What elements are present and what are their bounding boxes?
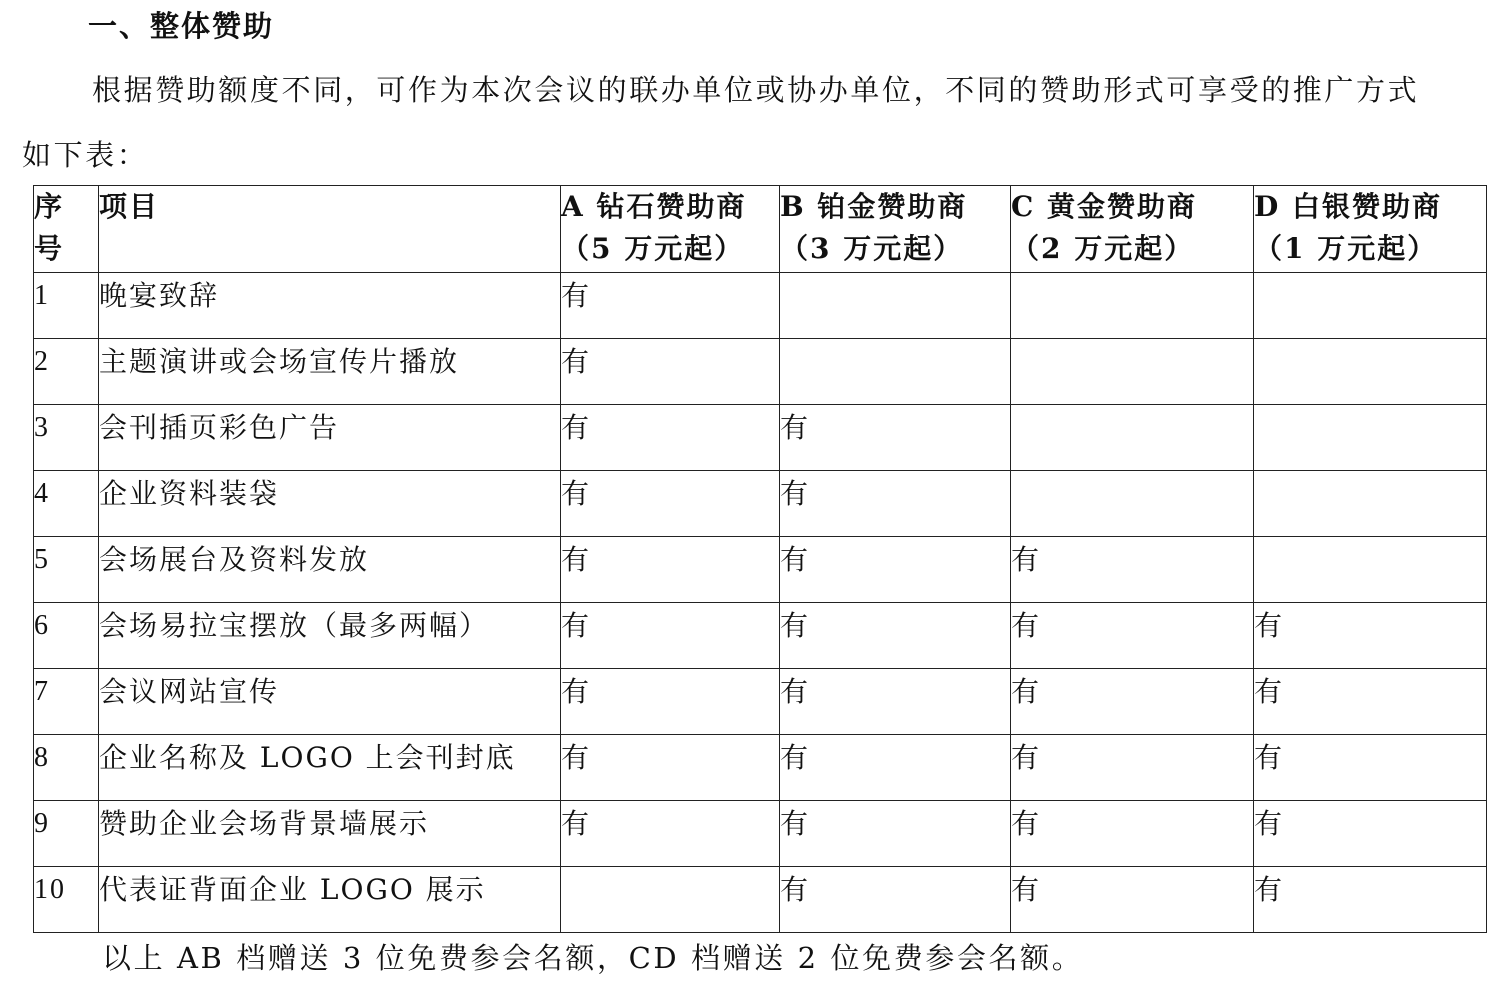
cell-tier-c: 有 [1011,669,1254,735]
row-item: 企业名称及 LOGO 上会刊封底 [99,735,561,801]
cell-tier-d: 有 [1254,669,1487,735]
header-tier-b [780,186,1011,273]
cell-tier-a: 有 [561,669,780,735]
cell-tier-c: 有 [1011,537,1254,603]
footnote: 以上 AB 档赠送 3 位免费参会名额，CD 档赠送 2 位免费参会名额。 [102,941,1084,975]
cell-tier-b [780,273,1011,339]
table-row [34,471,1487,537]
row-item: 会刊插页彩色广告 [99,405,561,471]
row-index: 1 [34,273,99,339]
cell-tier-d [1254,471,1487,537]
row-item: 会场展台及资料发放 [99,537,561,603]
table-header-row [34,186,1487,273]
table-row [34,801,1487,867]
row-index: 10 [34,867,99,933]
table-row [34,339,1487,405]
row-item: 代表证背面企业 LOGO 展示 [99,867,561,933]
cell-tier-a: 有 [561,405,780,471]
cell-tier-c: 有 [1011,735,1254,801]
cell-tier-d: 有 [1254,867,1487,933]
row-item: 会议网站宣传 [99,669,561,735]
row-item: 晚宴致辞 [99,273,561,339]
row-index: 5 [34,537,99,603]
header-index [34,186,99,273]
cell-tier-d [1254,273,1487,339]
table-row [34,405,1487,471]
cell-tier-a: 有 [561,471,780,537]
table-row [34,867,1487,933]
tier-d-amount: （1 万元起） [1254,232,1438,265]
cell-tier-b [780,339,1011,405]
cell-tier-c [1011,339,1254,405]
header-tier-d [1254,186,1487,273]
cell-tier-a: 有 [561,735,780,801]
cell-tier-c [1011,471,1254,537]
tier-c-amount: （2 万元起） [1011,232,1195,265]
tier-a-name: A 钻石赞助商 [561,190,747,223]
row-item: 会场易拉宝摆放（最多两幅） [99,603,561,669]
cell-tier-a: 有 [561,801,780,867]
cell-tier-b: 有 [780,405,1011,471]
row-index: 8 [34,735,99,801]
row-index: 4 [34,471,99,537]
tier-b-name: B 铂金赞助商 [780,190,968,223]
cell-tier-c: 有 [1011,603,1254,669]
cell-tier-c [1011,405,1254,471]
cell-tier-d [1254,537,1487,603]
cell-tier-b: 有 [780,735,1011,801]
cell-tier-a: 有 [561,603,780,669]
table-row [34,537,1487,603]
cell-tier-a [561,867,780,933]
intro-paragraph-line1: 根据赞助额度不同，可作为本次会议的联办单位或协办单位，不同的赞助形式可享受的推广方式 [92,73,1420,107]
row-index: 2 [34,339,99,405]
cell-tier-a: 有 [561,537,780,603]
row-index: 9 [34,801,99,867]
cell-tier-d [1254,405,1487,471]
cell-tier-b: 有 [780,537,1011,603]
header-index-line2: 号 [34,232,65,265]
cell-tier-d: 有 [1254,801,1487,867]
row-index: 7 [34,669,99,735]
row-item: 赞助企业会场背景墙展示 [99,801,561,867]
cell-tier-b: 有 [780,603,1011,669]
section-heading: 一、整体赞助 [88,9,275,43]
sponsorship-table [33,185,1487,933]
cell-tier-a: 有 [561,339,780,405]
tier-b-amount: （3 万元起） [780,232,964,265]
header-item: 项目 [99,186,561,273]
tier-a-amount: （5 万元起） [561,232,745,265]
header-tier-a [561,186,780,273]
row-index: 3 [34,405,99,471]
cell-tier-b: 有 [780,801,1011,867]
table-row [34,669,1487,735]
tier-d-name: D 白银赞助商 [1254,190,1443,223]
cell-tier-d [1254,339,1487,405]
intro-paragraph-line2: 如下表： [22,138,149,172]
table-row [34,273,1487,339]
row-index: 6 [34,603,99,669]
header-tier-c [1011,186,1254,273]
cell-tier-c: 有 [1011,867,1254,933]
cell-tier-a: 有 [561,273,780,339]
row-item: 主题演讲或会场宣传片播放 [99,339,561,405]
cell-tier-b: 有 [780,471,1011,537]
header-index-line1: 序 [34,190,65,223]
cell-tier-d: 有 [1254,735,1487,801]
cell-tier-b: 有 [780,669,1011,735]
cell-tier-d: 有 [1254,603,1487,669]
tier-c-name: C 黄金赞助商 [1011,190,1198,223]
cell-tier-c: 有 [1011,801,1254,867]
row-item: 企业资料装袋 [99,471,561,537]
cell-tier-b: 有 [780,867,1011,933]
cell-tier-c [1011,273,1254,339]
table-row [34,735,1487,801]
table-row [34,603,1487,669]
